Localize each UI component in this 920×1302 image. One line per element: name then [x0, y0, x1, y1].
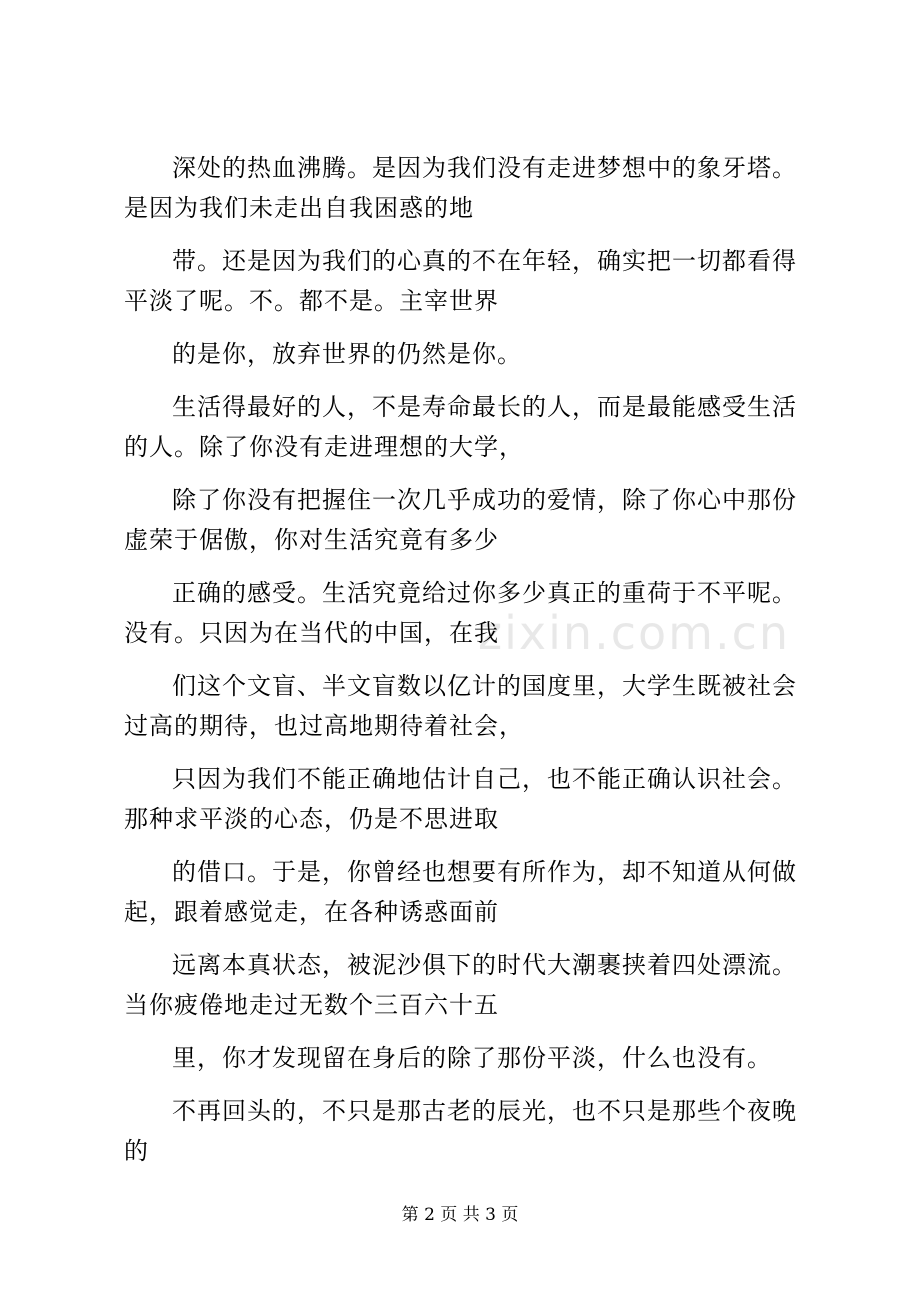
paragraph: 生活得最好的人，不是寿命最长的人，而是最能感受生活的人。除了你没有走进理想的大学， [124, 393, 797, 461]
paragraph: 不再回头的，不只是那古老的辰光，也不只是那些个夜晚的 [124, 1097, 797, 1165]
paragraph: 深处的热血沸腾。是因为我们没有走进梦想中的象牙塔。是因为我们未走出自我困惑的地 [124, 154, 797, 222]
paragraph: 们这个文盲、半文盲数以亿计的国度里，大学生既被社会过高的期待，也过高地期待着社会， [124, 672, 797, 740]
paragraph: 带。还是因为我们的心真的不在年轻，确实把一切都看得平淡了呢。不。都不是。主宰世界 [124, 247, 797, 315]
page-footer: 第 2 页 共 3 页 [401, 1205, 519, 1225]
paragraph: 的是你，放弃世界的仍然是你。 [172, 340, 522, 368]
paragraph: 的借口。于是，你曾经也想要有所作为，却不知道从何做起，跟着感觉走，在各种诱惑面前 [124, 858, 797, 926]
paragraph: 只因为我们不能正确地估计自己，也不能正确认识社会。那种求平淡的心态，仍是不思进取 [124, 765, 797, 833]
document-body [124, 148, 814, 1184]
paragraph: 里，你才发现留在身后的除了那份平淡，什么也没有。 [172, 1044, 772, 1072]
paragraph: 正确的感受。生活究竟给过你多少真正的重荷于不平呢。没有。只因为在当代的中国，在我 [124, 579, 797, 647]
paragraph: 远离本真状态，被泥沙俱下的时代大潮裹挟着四处漂流。当你疲倦地走过无数个三百六十五 [124, 951, 797, 1019]
watermark: zixin.com.cn [478, 606, 791, 660]
paragraph: 除了你没有把握住一次几乎成功的爱情，除了你心中那份虚荣于倨傲，你对生活究竟有多少 [124, 486, 797, 554]
